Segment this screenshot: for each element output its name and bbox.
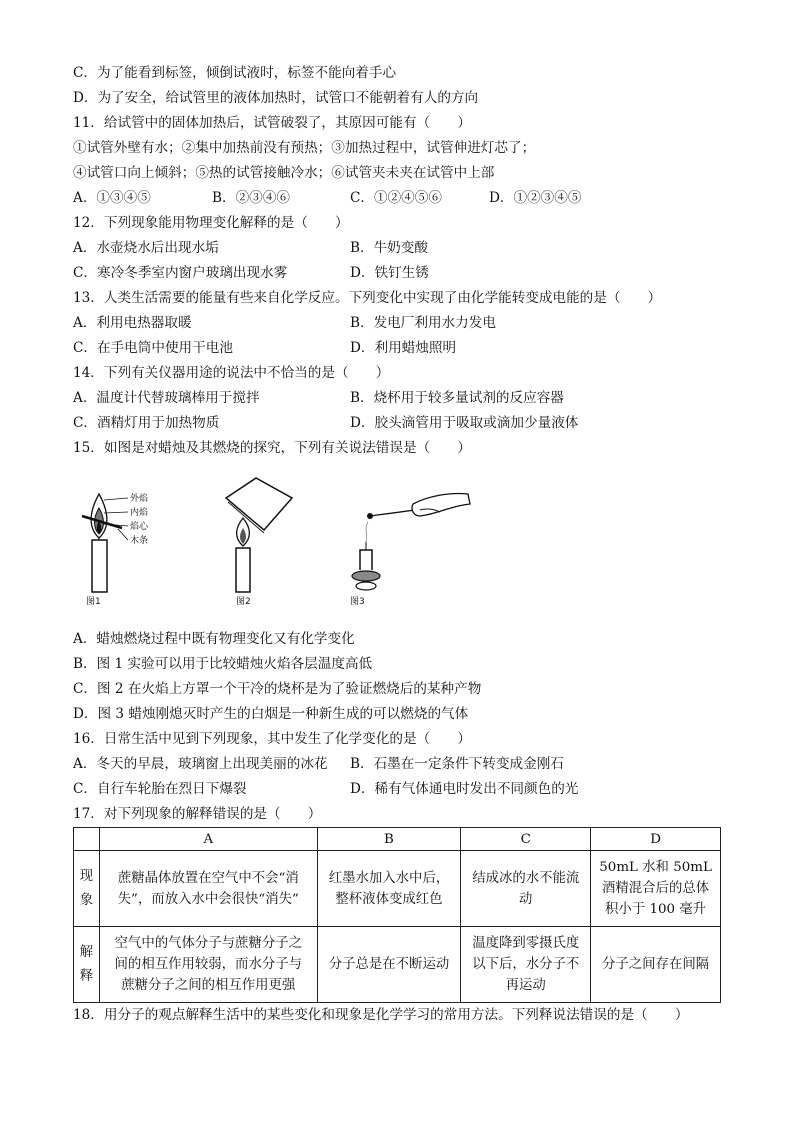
label-inner-flame: 内焰 xyxy=(130,508,149,518)
explanation-d xyxy=(591,927,721,1003)
cell-line: 结成冰的水不能流 xyxy=(472,870,580,886)
cell-line: 空气中的气体分子与蔗糖分子之 xyxy=(114,936,303,951)
row-label-explanation xyxy=(74,927,100,1003)
question-13: 13．人类生活需要的能量有些来自化学反应。下列变化中实现了由化学能转变成电能的是（ ） xyxy=(73,290,662,306)
q11-reasons-1: ①试管外壁有水；②集中加热前没有预热；③加热过程中，试管伸进灯芯了； xyxy=(73,140,536,156)
q16-option-d: D．稀有气体通电时发出不同颜色的光 xyxy=(350,781,579,797)
q15-option-a: A．蜡烛燃烧过程中既有物理变化又有化学变化 xyxy=(73,631,355,647)
table-header-b: B xyxy=(317,828,461,851)
cell-line: 红墨水加入水中后， xyxy=(328,870,450,886)
q11-reasons-2: ④试管口向上倾斜；⑤热的试管接触冷水；⑥试管夹未夹在试管中上部 xyxy=(73,165,495,181)
q12-option-a: A．水壶烧水后出现水垢 xyxy=(73,240,219,256)
label-flame-core: 焰心 xyxy=(130,522,149,532)
explanation-a xyxy=(99,927,317,1003)
question-17: 17．对下列现象的解释错误的是（ ） xyxy=(73,806,322,822)
question-12: 12．下列现象能用物理变化解释的是（ ） xyxy=(73,215,349,231)
q16-option-a: A．冬天的早晨，玻璃窗上出现美丽的冰花 xyxy=(73,756,328,772)
q13-option-d: D．利用蜡烛照明 xyxy=(350,340,457,356)
q11-option-d: D．①②③④⑤ xyxy=(489,190,582,206)
table-header-d: D xyxy=(591,828,721,851)
explanation-c xyxy=(461,927,591,1003)
cell-line: 温度降到零摄氏度 xyxy=(472,936,580,951)
phenomenon-c xyxy=(461,851,591,927)
phenomenon-b xyxy=(317,851,461,927)
phenomenon-a xyxy=(99,851,317,927)
table-header-a: A xyxy=(99,828,317,851)
figure-2-beaker-over-flame xyxy=(226,478,292,607)
q14-option-c: C．酒精灯用于加热物质 xyxy=(73,415,220,431)
cell-line: 间的相互作用较弱，而水分子与 xyxy=(114,957,303,972)
cell-line: 分子之间存在间隔 xyxy=(602,957,710,972)
question-18: 18．用分子的观点解释生活中的某些变化和现象是化学学习的常用方法。下列释说法错误的是（ ） xyxy=(73,1007,689,1023)
q17-table xyxy=(73,827,721,1003)
cell-line: 动 xyxy=(519,891,533,907)
cell-line: 50mL 水和 50mL xyxy=(599,860,712,875)
table-header-c: C xyxy=(461,828,591,851)
candle-experiment-figure xyxy=(78,476,478,616)
table-row-explanation xyxy=(74,927,721,1003)
label-wood-strip: 木条 xyxy=(130,536,149,546)
q10-option-d: D．为了安全，给试管里的液体加热时，试管口不能朝着有人的方向 xyxy=(73,90,479,106)
figure-2-caption: 图2 xyxy=(236,597,251,607)
cell-line: 积小于 100 毫升 xyxy=(605,902,707,917)
q12-option-b: B．牛奶变酸 xyxy=(350,240,428,256)
question-15: 15．如图是对蜡烛及其燃烧的探究，下列有关说法错误是（ ） xyxy=(73,440,471,456)
table-row-phenomenon xyxy=(74,851,721,927)
q13-option-c: C．在手电筒中使用干电池 xyxy=(73,340,233,356)
row-label-char: 象 xyxy=(79,892,94,908)
q15-option-c: C．图 2 在火焰上方罩一个干冷的烧杯是为了验证燃烧后的某种产物 xyxy=(73,681,482,697)
cell-line: 酒精混合后的总体 xyxy=(602,881,710,896)
table-header-row xyxy=(74,828,721,851)
question-14: 14．下列有关仪器用途的说法中不恰当的是（ ） xyxy=(73,365,390,381)
q11-option-c: C．①②④⑤⑥ xyxy=(350,190,442,206)
q14-option-d: D．胶头滴管用于吸取或滴加少量液体 xyxy=(350,415,579,431)
question-16: 16．日常生活中见到下列现象，其中发生了化学变化的是（ ） xyxy=(73,731,471,747)
figure-1-candle-flame-layers xyxy=(82,492,149,607)
label-outer-flame: 外焰 xyxy=(130,494,149,504)
row-label-char: 现 xyxy=(79,868,94,884)
explanation-b xyxy=(317,927,461,1003)
q12-option-d: D．铁钉生锈 xyxy=(350,265,429,281)
cell-line: 以下后，水分子不 xyxy=(472,957,580,972)
cell-line: 再运动 xyxy=(505,978,546,993)
question-11: 11．给试管中的固体加热后，试管破裂了，其原因可能有（ ） xyxy=(73,115,471,131)
q16-option-c: C．自行车轮胎在烈日下爆裂 xyxy=(73,781,247,797)
q16-option-b: B．石墨在一定条件下转变成金刚石 xyxy=(350,756,564,772)
q10-option-c: C．为了能看到标签，倾倒试液时，标签不能向着手心 xyxy=(73,65,397,81)
table-corner-cell xyxy=(74,828,100,851)
phenomenon-d xyxy=(591,851,721,927)
row-label-char: 释 xyxy=(79,968,94,984)
q11-option-a: A．①③④⑤ xyxy=(73,190,151,206)
q15-option-d: D．图 3 蜡烛刚熄灭时产生的白烟是一种新生成的可以燃烧的气体 xyxy=(73,706,469,722)
q13-option-a: A．利用电热器取暖 xyxy=(73,315,192,331)
cell-line: 失”，而放入水中会很快“消失” xyxy=(117,891,299,907)
cell-line: 蔗糖晶体放置在空气中不会“消 xyxy=(117,870,299,886)
q13-option-b: B．发电厂利用水力发电 xyxy=(350,315,496,331)
cell-line: 蔗糖分子之间的相互作用更强 xyxy=(121,978,296,993)
q11-option-b: B．②③④⑥ xyxy=(212,190,290,206)
cell-line: 整杯液体变成红色 xyxy=(335,891,443,907)
q15-option-b: B．图 1 实验可以用于比较蜡烛火焰各层温度高低 xyxy=(73,656,373,672)
row-label-phenomenon xyxy=(74,851,100,927)
q14-option-b: B．烧杯用于较多量试剂的反应容器 xyxy=(350,390,564,406)
q12-option-c: C．寒冷冬季室内窗户玻璃出现水雾 xyxy=(73,265,288,281)
row-label-char: 解 xyxy=(79,944,94,960)
cell-line: 分子总是在不断运动 xyxy=(328,957,450,972)
figure-3-relighting-smoke xyxy=(350,493,470,607)
figure-1-caption: 图1 xyxy=(86,597,101,607)
figure-3-caption: 图3 xyxy=(350,597,365,607)
q14-option-a: A．温度计代替玻璃棒用于搅拌 xyxy=(73,390,260,406)
